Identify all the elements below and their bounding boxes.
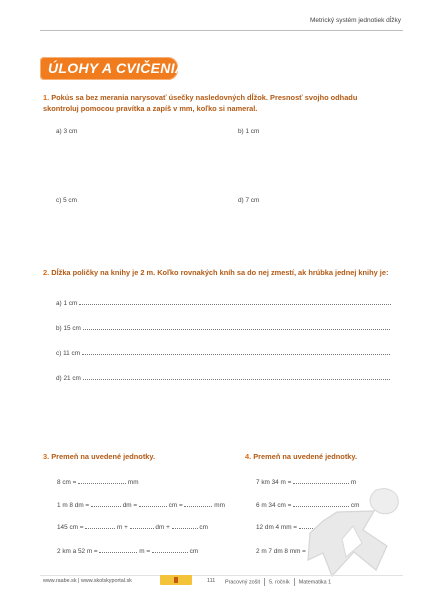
footer-subject: Matematika 1 [298, 579, 332, 586]
q2-answer-line-d[interactable] [83, 373, 390, 380]
footer-links: www.raabe.sk | www.skolskyportal.sk [43, 578, 132, 584]
question-2 [43, 268, 393, 279]
q3-row-1 [57, 477, 139, 486]
q4-row-2-prefix: 6 m 34 cm = [256, 502, 294, 509]
q4-row-1-prefix: 7 km 34 m = [256, 479, 294, 486]
q2-row-d [56, 373, 396, 382]
question-1-text: Pokús sa bez merania narysovať úsečky nasledovných dĺžok. Presnosť svojho odhadu skontroluj pomocou pravítka a zapíš v mm, koľko si nameral. [43, 93, 358, 113]
question-2-number: 2. [43, 268, 50, 277]
page-header-title: Metrický systém jednotiek dĺžky [309, 17, 401, 24]
q3-row-4-unit-2: cm [189, 548, 199, 555]
question-3-text: Premeň na uvedené jednotky. [51, 452, 156, 461]
q4-row-3-prefix: 12 dm 4 mm = [256, 524, 299, 531]
q2-row-a [56, 298, 396, 307]
footer-book-info [225, 578, 331, 586]
q3-row-2-unit-3: mm [214, 502, 225, 509]
question-2-text: Dĺžka poličky na knihy je 2 m. Koľko rovnakých kníh sa do nej zmestí, ak hrúbka jednej knihy je: [51, 268, 389, 277]
q1-item-b: b) 1 cm [238, 128, 260, 135]
q3-row-3-unit-2: dm + [155, 524, 172, 531]
q3-row-3-blank-2[interactable] [130, 522, 154, 529]
q2-label-d: d) 21 cm [56, 375, 81, 382]
q3-row-2-blank-1[interactable] [91, 500, 121, 507]
header-rule [40, 30, 403, 31]
q3-row-4-prefix: 2 km a 52 m = [57, 548, 100, 555]
q3-row-3-unit-3: cm [199, 524, 208, 531]
q1-item-d: d) 7 cm [238, 197, 260, 204]
q3-row-1-blank-1[interactable] [78, 477, 126, 484]
question-3-number: 3. [43, 452, 50, 461]
q4-row-4-prefix: 2 m 7 dm 8 mm = [256, 548, 308, 555]
q2-label-c: c) 11 cm [56, 350, 81, 357]
q3-row-2 [57, 500, 225, 509]
question-1-number: 1. [43, 93, 50, 102]
page-number: 111 [207, 578, 216, 584]
q2-label-b: b) 15 cm [56, 325, 81, 332]
q3-row-4-blank-1[interactable] [99, 546, 137, 553]
q2-answer-line-c[interactable] [82, 348, 390, 355]
q2-row-c [56, 348, 396, 357]
q2-label-a: a) 1 cm [56, 300, 78, 307]
q3-row-3-blank-3[interactable] [172, 522, 198, 529]
q1-item-c: c) 5 cm [56, 197, 77, 204]
question-4-text: Premeň na uvedené jednotky. [253, 452, 358, 461]
q2-answer-line-a[interactable] [79, 298, 391, 305]
q3-row-4-blank-2[interactable] [152, 546, 188, 553]
footer-separator [294, 578, 295, 586]
question-4-number: 4. [245, 452, 252, 461]
q3-row-3-unit-1: m + [117, 524, 130, 531]
q4-row-1-unit: m [350, 479, 357, 486]
q3-row-2-unit-2: cm = [168, 502, 185, 509]
section-banner-title: ÚLOHY A CVIČENIA [48, 60, 186, 76]
q3-row-1-prefix: 8 cm = [57, 479, 79, 486]
q3-row-2-unit-1: dm = [122, 502, 139, 509]
q3-row-2-prefix: 1 m 8 dm = [57, 502, 91, 509]
q4-row-2-unit: cm [350, 502, 360, 509]
section-banner [40, 57, 186, 80]
question-4 [245, 452, 357, 463]
q3-row-1-unit: mm [127, 479, 139, 486]
question-3 [43, 452, 155, 463]
footer-grade: 5. ročník [269, 579, 290, 586]
footer-book-title: Pracovný zošit [225, 579, 261, 586]
q2-row-b [56, 323, 396, 332]
q3-row-3-blank-1[interactable] [85, 522, 115, 529]
q2-answer-line-b[interactable] [83, 323, 390, 330]
q3-row-3-prefix: 145 cm = [57, 524, 86, 531]
q3-row-4 [57, 546, 198, 555]
q3-row-3 [57, 522, 208, 531]
footer-separator [264, 578, 265, 586]
page-badge-icon [160, 575, 192, 585]
decorative-figure-icon [292, 482, 410, 582]
q3-row-4-unit-1: m = [139, 548, 152, 555]
q3-row-2-blank-2[interactable] [139, 500, 167, 507]
question-1 [43, 93, 388, 114]
q1-item-a: a) 3 cm [56, 128, 78, 135]
footer-rule [40, 575, 403, 576]
q3-row-2-blank-3[interactable] [184, 500, 212, 507]
